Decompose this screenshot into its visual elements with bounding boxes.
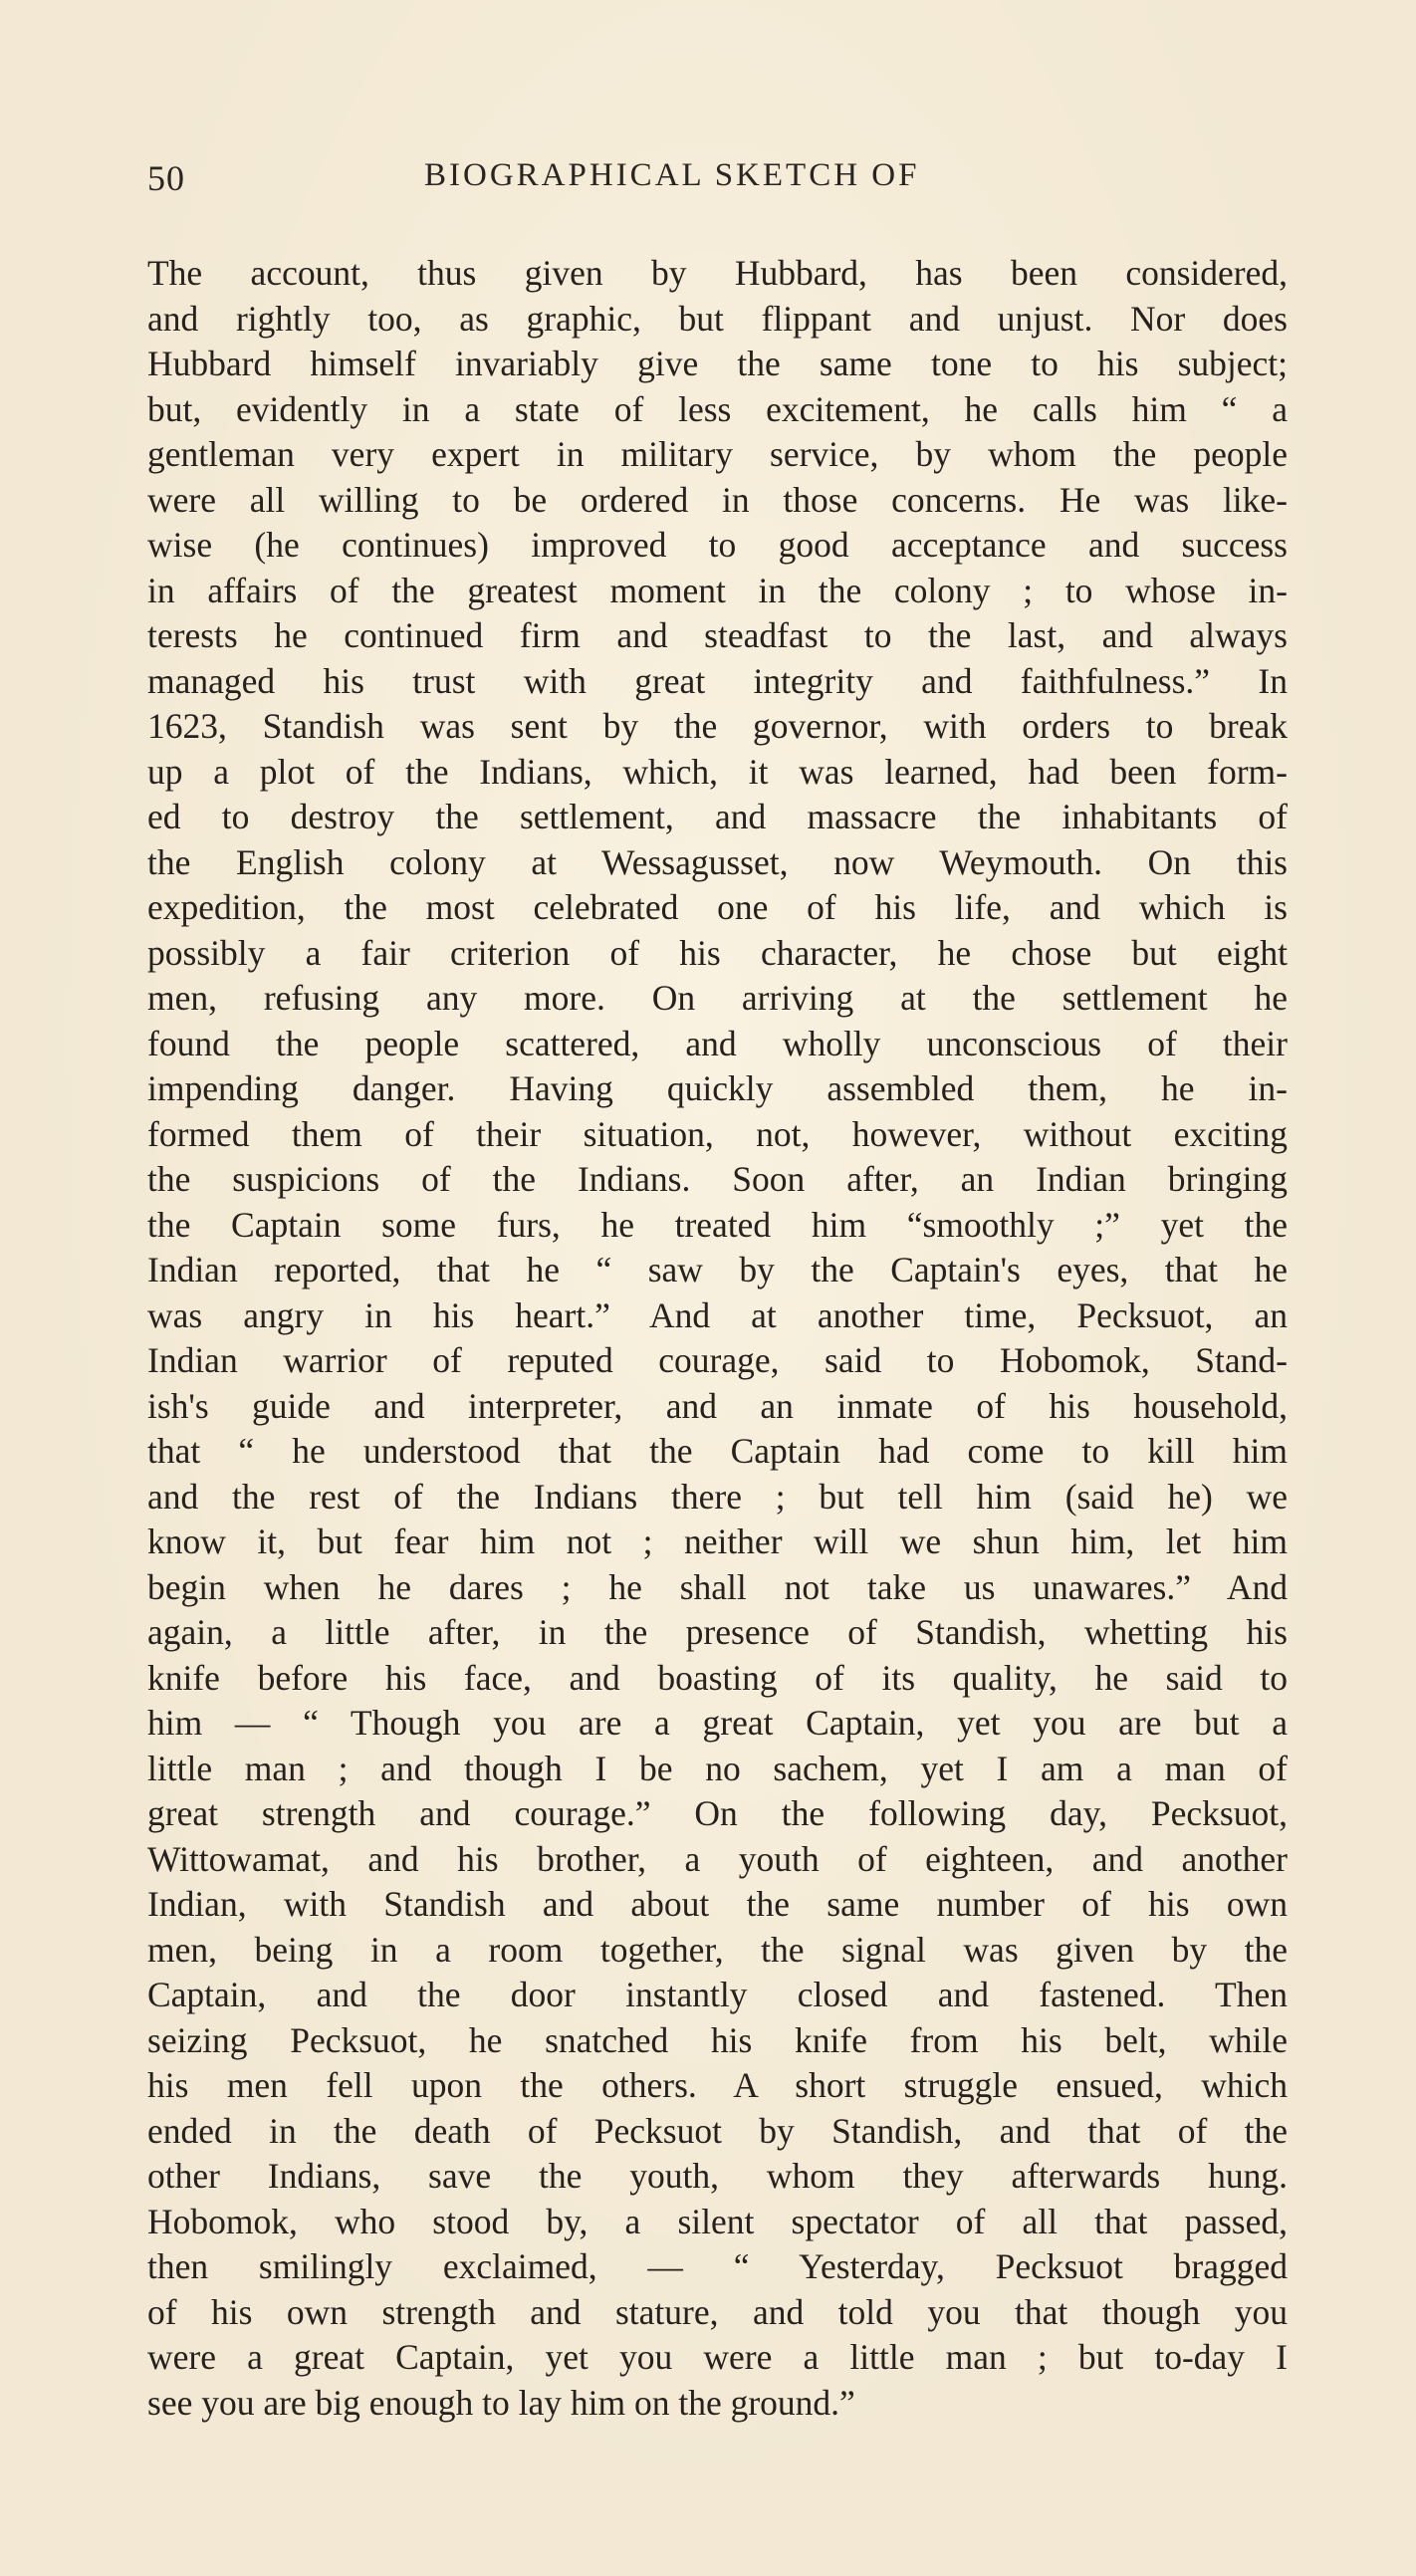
text-line: wise (he continues) improved to good acceptance and success	[147, 525, 1288, 565]
text-line: found the people scattered, and wholly unconscious of their	[147, 1023, 1288, 1063]
text-line: knife before his face, and boasting of its quality, he said to	[147, 1657, 1288, 1698]
text-line: men, being in a room together, the signal was given by the	[147, 1929, 1288, 1970]
text-line: that “ he understood that the Captain had come to kill him	[147, 1431, 1288, 1471]
text-line: 1623, Standish was sent by the governor, with orders to break	[147, 706, 1288, 746]
text-line: little man ; and though I be no sachem, yet I am a man of	[147, 1748, 1288, 1788]
text-line: know it, but fear him not ; neither will we shun him, let him	[147, 1522, 1288, 1561]
text-line: possibly a fair criterion of his character, he chose but eight	[147, 932, 1288, 973]
text-line: great strength and courage.” On the following day, Pecksuot,	[147, 1793, 1288, 1833]
text-line: Captain, and the door instantly closed and fastened. Then	[147, 1975, 1288, 2014]
text-line: the English colony at Wessagusset, now Weymouth. On this	[147, 841, 1288, 882]
text-line: then smilingly exclaimed, — “ Yesterday, Pecksuot bragged	[147, 2246, 1288, 2286]
text-line: managed his trust with great integrity and faithfulness.” In	[147, 660, 1288, 701]
text-line: again, a little after, in the presence of Standish, whetting his	[147, 1612, 1288, 1652]
text-line: him — “ Though you are a great Captain, yet you are but a	[147, 1703, 1288, 1743]
text-line: in affairs of the greatest moment in the colony ; to whose in-	[147, 570, 1288, 610]
running-head-title: BIOGRAPHICAL SKETCH OF	[424, 157, 920, 193]
text-line: ended in the death of Pecksuot by Standish, and that of the	[147, 2110, 1288, 2151]
page-number: 50	[147, 158, 185, 198]
text-line: Indian reported, that he “ saw by the Captain's eyes, that he	[147, 1250, 1288, 1289]
text-line: gentleman very expert in military service, by whom the people	[147, 434, 1288, 474]
text-line: impending danger. Having quickly assembled them, he in-	[147, 1068, 1288, 1108]
text-line: Indian, with Standish and about the same number of his own	[147, 1884, 1288, 1924]
text-line: formed them of their situation, not, however, without exciting	[147, 1113, 1288, 1154]
text-line: the suspicions of the Indians. Soon after, an Indian bringing	[147, 1159, 1288, 1199]
text-line: and the rest of the Indians there ; but tell him (said he) we	[147, 1476, 1288, 1517]
text-line: ed to destroy the settlement, and massacre the inhabitants of	[147, 797, 1288, 836]
text-line: The account, thus given by Hubbard, has been considered,	[147, 253, 1288, 293]
text-line: see you are big enough to lay him on the ground.”	[147, 2382, 855, 2423]
text-line: Hubbard himself invariably give the same tone to his subject;	[147, 344, 1288, 383]
text-line: ish's guide and interpreter, and an inmate of his household,	[147, 1385, 1288, 1426]
text-line: of his own strength and stature, and told you that though you	[147, 2291, 1288, 2332]
text-line: up a plot of the Indians, which, it was learned, had been form-	[147, 751, 1288, 792]
text-line: the Captain some furs, he treated him “smoothly ;” yet the	[147, 1204, 1288, 1245]
text-line: were all willing to be ordered in those concerns. He was like-	[147, 479, 1288, 520]
text-line: and rightly too, as graphic, but flippant and unjust. Nor does	[147, 298, 1288, 339]
text-line: begin when he dares ; he shall not take us unawares.” And	[147, 1566, 1288, 1607]
running-head	[147, 157, 1283, 207]
text-line: seizing Pecksuot, he snatched his knife from his belt, while	[147, 2019, 1288, 2060]
text-line: terests he continued firm and steadfast to the last, and always	[147, 615, 1288, 655]
text-line: expedition, the most celebrated one of his life, and which is	[147, 887, 1288, 927]
text-line: other Indians, save the youth, whom they afterwards hung.	[147, 2156, 1288, 2196]
text-line: Hobomok, who stood by, a silent spectator of all that passed,	[147, 2201, 1288, 2241]
text-line: were a great Captain, yet you were a little man ; but to-day I	[147, 2337, 1288, 2377]
body-paragraph	[147, 251, 1288, 2426]
text-line: men, refusing any more. On arriving at the settlement he	[147, 978, 1288, 1018]
text-line: but, evidently in a state of less excitement, he calls him “ a	[147, 388, 1288, 429]
text-line: Wittowamat, and his brother, a youth of eighteen, and another	[147, 1838, 1288, 1879]
text-line: Indian warrior of reputed courage, said to Hobomok, Stand-	[147, 1340, 1288, 1380]
text-line: his men fell upon the others. A short struggle ensued, which	[147, 2065, 1288, 2105]
text-line: was angry in his heart.” And at another time, Pecksuot, an	[147, 1294, 1288, 1335]
